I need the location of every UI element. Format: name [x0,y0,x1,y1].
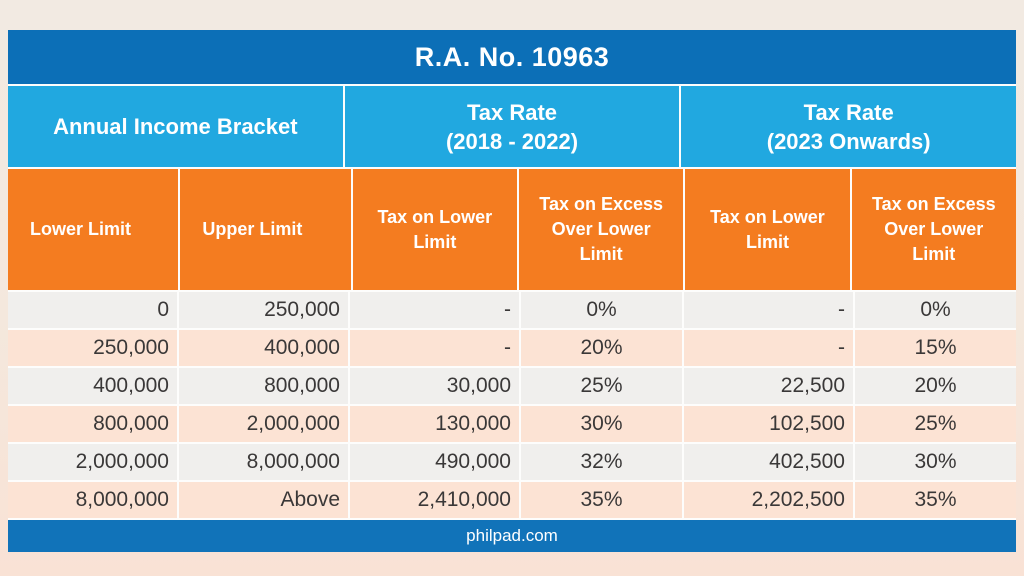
table-row [8,368,1016,404]
group-header-annual-income-bracket [8,86,343,167]
cell-tax-excess-2018: 30% [521,406,682,442]
cell-upper-limit: 2,000,000 [179,406,348,442]
cell-upper-limit: 250,000 [179,292,348,328]
cell-tax-excess-2018: 35% [521,482,682,518]
column-header-tax-on-lower-limit-2018: Tax on Lower Limit [353,169,517,290]
cell-tax-excess-2018: 20% [521,330,682,366]
cell-tax-on-lower-2023: - [684,292,853,328]
cell-lower-limit: 0 [8,292,177,328]
table-row [8,444,1016,480]
cell-tax-excess-2018: 25% [521,368,682,404]
table-title: R.A. No. 10963 [414,41,610,72]
cell-lower-limit: 800,000 [8,406,177,442]
cell-tax-excess-2023: 20% [855,368,1016,404]
cell-lower-limit: 250,000 [8,330,177,366]
group-header-line1: Tax Rate [803,99,894,125]
cell-tax-on-lower-2023: 22,500 [684,368,853,404]
cell-tax-excess-2023: 0% [855,292,1016,328]
cell-tax-excess-2023: 15% [855,330,1016,366]
cell-tax-excess-2023: 30% [855,444,1016,480]
cell-tax-on-lower-2018: 2,410,000 [350,482,519,518]
column-header-upper-limit: Upper Limit [180,169,350,290]
cell-tax-on-lower-2018: 490,000 [350,444,519,480]
column-header-tax-on-excess-2023: Tax on Excess Over Lower Limit [852,169,1016,290]
cell-tax-excess-2023: 35% [855,482,1016,518]
cell-lower-limit: 8,000,000 [8,482,177,518]
cell-upper-limit: 400,000 [179,330,348,366]
cell-tax-on-lower-2023: 2,202,500 [684,482,853,518]
cell-tax-on-lower-2023: 102,500 [684,406,853,442]
table-row [8,406,1016,442]
cell-tax-excess-2018: 0% [521,292,682,328]
tax-table [8,30,1016,552]
cell-upper-limit: Above [179,482,348,518]
column-header-lower-limit: Lower Limit [8,169,178,290]
group-header-line1: Tax Rate [466,99,558,125]
column-header-row [8,169,1016,290]
cell-tax-on-lower-2023: - [684,330,853,366]
table-row [8,292,1016,328]
group-header-row [8,86,1016,167]
cell-tax-excess-2018: 32% [521,444,682,480]
group-header-tax-rate-2018-2022 [345,86,680,167]
cell-tax-on-lower-2018: - [350,292,519,328]
cell-tax-on-lower-2018: - [350,330,519,366]
group-header-line2: (2023 Onwards) [766,128,931,154]
cell-upper-limit: 800,000 [179,368,348,404]
footer-bar [8,520,1016,552]
cell-tax-excess-2023: 25% [855,406,1016,442]
cell-tax-on-lower-2023: 402,500 [684,444,853,480]
table-row [8,330,1016,366]
cell-tax-on-lower-2018: 30,000 [350,368,519,404]
cell-lower-limit: 2,000,000 [8,444,177,480]
table-row [8,482,1016,518]
cell-lower-limit: 400,000 [8,368,177,404]
column-header-tax-on-excess-2018: Tax on Excess Over Lower Limit [519,169,683,290]
group-header-label: Annual Income Bracket [53,114,298,139]
table-title-bar [8,30,1016,84]
cell-upper-limit: 8,000,000 [179,444,348,480]
cell-tax-on-lower-2018: 130,000 [350,406,519,442]
footer-site-label: philpad.com [466,526,558,545]
group-header-tax-rate-2023-onwards [681,86,1016,167]
group-header-line2: (2018 - 2022) [445,128,579,154]
column-header-tax-on-lower-limit-2023: Tax on Lower Limit [685,169,849,290]
